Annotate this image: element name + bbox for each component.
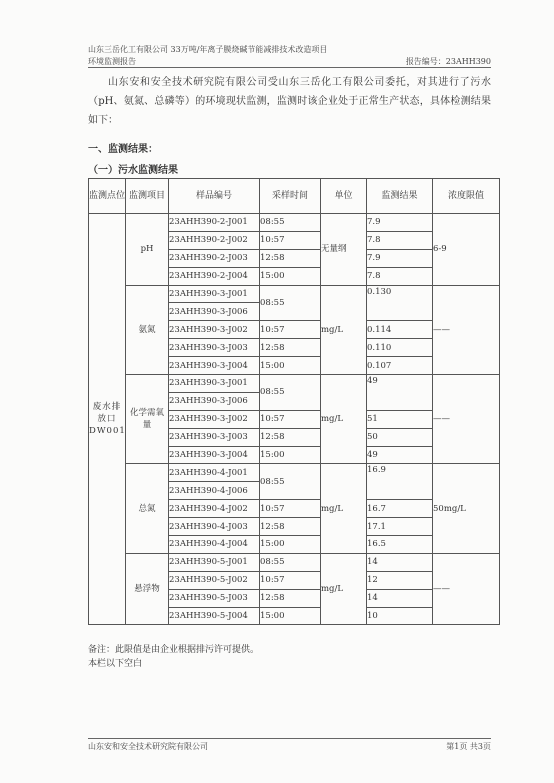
sampling-time-cell: 10:57 <box>260 571 321 589</box>
unit-cell: mg/L <box>321 553 367 625</box>
sampling-time-cell: 10:57 <box>260 321 321 339</box>
result-cell: 7.8 <box>367 267 433 285</box>
sample-id-cell: 23AHH390-2-J004 <box>169 267 260 285</box>
limit-cell: —— <box>433 285 500 374</box>
monitoring-item-cell: pH <box>126 214 169 286</box>
note-limit-source: 备注：此限值是由企业根据排污许可提供。 <box>88 645 260 655</box>
limit-cell: —— <box>433 375 500 464</box>
table-row <box>89 214 500 232</box>
sample-id-cell: 23AHH390-4-J006 <box>169 482 260 500</box>
result-cell: 0.114 <box>367 321 433 339</box>
sample-id-cell: 23AHH390-5-J003 <box>169 589 260 607</box>
sampling-time-cell: 12:58 <box>260 518 321 536</box>
sample-id-cell: 23AHH390-3-J004 <box>169 357 260 375</box>
header-project-line: 山东三岳化工有限公司 33万吨/年离子膜烧碱节能减排技术改造项目 <box>88 45 328 54</box>
section-heading-wastewater: （一）污水监测结果 <box>88 165 178 176</box>
sample-id-cell: 23AHH390-3-J003 <box>169 428 260 446</box>
result-cell: 7.9 <box>367 214 433 232</box>
col-header-result: 监测结果 <box>367 179 433 214</box>
sample-id-cell: 23AHH390-4-J002 <box>169 500 260 518</box>
sample-id-cell: 23AHH390-3-J001 <box>169 285 260 303</box>
sample-id-cell: 23AHH390-4-J003 <box>169 518 260 536</box>
table-row <box>89 553 500 571</box>
sample-id-cell: 23AHH390-3-J002 <box>169 321 260 339</box>
result-cell: 14 <box>367 553 433 571</box>
result-cell: 0.130 <box>367 285 433 321</box>
sampling-time-cell: 10:57 <box>260 410 321 428</box>
sample-id-cell: 23AHH390-5-J004 <box>169 607 260 625</box>
sampling-time-cell: 08:55 <box>260 375 321 411</box>
monitoring-item-cell: 化学需氧量 <box>126 375 169 464</box>
col-header-point: 监测点位 <box>89 179 126 214</box>
sample-id-cell: 23AHH390-3-J002 <box>169 410 260 428</box>
sampling-time-cell: 08:55 <box>260 553 321 571</box>
result-cell: 50 <box>367 428 433 446</box>
sampling-time-cell: 15:00 <box>260 536 321 554</box>
result-cell: 16.5 <box>367 536 433 554</box>
result-cell: 16.9 <box>367 464 433 500</box>
result-cell: 51 <box>367 410 433 428</box>
result-cell: 7.8 <box>367 231 433 249</box>
sample-id-cell: 23AHH390-2-J003 <box>169 249 260 267</box>
footer-page-number: 第1页 共3页 <box>446 742 491 751</box>
sampling-time-cell: 15:00 <box>260 446 321 464</box>
monitoring-item-cell: 氨氮 <box>126 285 169 374</box>
sample-id-cell: 23AHH390-5-J001 <box>169 553 260 571</box>
sample-id-cell: 23AHH390-4-J001 <box>169 464 260 482</box>
monitoring-item-cell: 悬浮物 <box>126 553 169 625</box>
footer <box>88 741 491 752</box>
table-notes <box>88 643 259 671</box>
col-header-sample-id: 样品编号 <box>169 179 260 214</box>
monitoring-item-cell: 总氮 <box>126 464 169 553</box>
result-cell: 17.1 <box>367 518 433 536</box>
result-cell: 14 <box>367 589 433 607</box>
result-cell: 7.9 <box>367 249 433 267</box>
header-report-type: 环境监测报告 <box>88 57 136 66</box>
unit-cell: mg/L <box>321 285 367 374</box>
intro-paragraph: 山东安和安全技术研究院有限公司受山东三岳化工有限公司委托，对其进行了污水（pH、氨氮、总磷等）的环境现状监测，监测时该企业处于正常生产状态，具体检测结果如下： <box>88 77 491 126</box>
header-report-number: 报告编号：23AHH390 <box>405 57 491 66</box>
sampling-time-cell: 08:55 <box>260 214 321 232</box>
sample-id-cell: 23AHH390-4-J004 <box>169 536 260 554</box>
footer-institute: 山东安和安全技术研究院有限公司 <box>88 742 208 751</box>
footer-divider <box>88 738 491 739</box>
sample-id-cell: 23AHH390-2-J001 <box>169 214 260 232</box>
result-cell: 16.7 <box>367 500 433 518</box>
table-row <box>89 375 500 393</box>
limit-cell: 6-9 <box>433 214 500 286</box>
sample-id-cell: 23AHH390-3-J001 <box>169 375 260 393</box>
result-cell: 49 <box>367 375 433 411</box>
result-cell: 10 <box>367 607 433 625</box>
table-row <box>89 464 500 482</box>
sampling-time-cell: 10:57 <box>260 231 321 249</box>
sample-id-cell: 23AHH390-3-J004 <box>169 446 260 464</box>
sample-id-cell: 23AHH390-3-J003 <box>169 339 260 357</box>
sampling-time-cell: 15:00 <box>260 607 321 625</box>
sampling-time-cell: 10:57 <box>260 500 321 518</box>
limit-cell: 50mg/L <box>433 464 500 553</box>
col-header-time: 采样时间 <box>260 179 321 214</box>
section-heading-results: 一、监测结果： <box>88 144 158 155</box>
col-header-item: 监测项目 <box>126 179 169 214</box>
table-row <box>89 285 500 303</box>
result-cell: 49 <box>367 446 433 464</box>
sample-id-cell: 23AHH390-5-J002 <box>169 571 260 589</box>
col-header-unit: 单位 <box>321 179 367 214</box>
limit-cell: —— <box>433 553 500 625</box>
unit-cell: mg/L <box>321 464 367 553</box>
result-cell: 12 <box>367 571 433 589</box>
header-report-line <box>88 56 491 67</box>
result-cell: 0.107 <box>367 357 433 375</box>
monitoring-point-cell: 废水排放口DW001 <box>89 214 126 625</box>
sample-id-cell: 23AHH390-3-J006 <box>169 392 260 410</box>
sampling-time-cell: 15:00 <box>260 267 321 285</box>
sample-id-cell: 23AHH390-2-J002 <box>169 231 260 249</box>
result-cell: 0.110 <box>367 339 433 357</box>
wastewater-results-table <box>88 178 500 625</box>
col-header-limit: 浓度限值 <box>433 179 500 214</box>
sampling-time-cell: 12:58 <box>260 589 321 607</box>
sampling-time-cell: 12:58 <box>260 339 321 357</box>
note-blank-below: 本栏以下空白 <box>88 659 143 669</box>
table-header-row <box>89 179 500 214</box>
sampling-time-cell: 08:55 <box>260 464 321 500</box>
sampling-time-cell: 12:58 <box>260 249 321 267</box>
sampling-time-cell: 15:00 <box>260 357 321 375</box>
header-divider <box>88 67 491 68</box>
unit-cell: mg/L <box>321 375 367 464</box>
sample-id-cell: 23AHH390-3-J006 <box>169 303 260 321</box>
sampling-time-cell: 08:55 <box>260 285 321 321</box>
sampling-time-cell: 12:58 <box>260 428 321 446</box>
unit-cell: 无量纲 <box>321 214 367 286</box>
